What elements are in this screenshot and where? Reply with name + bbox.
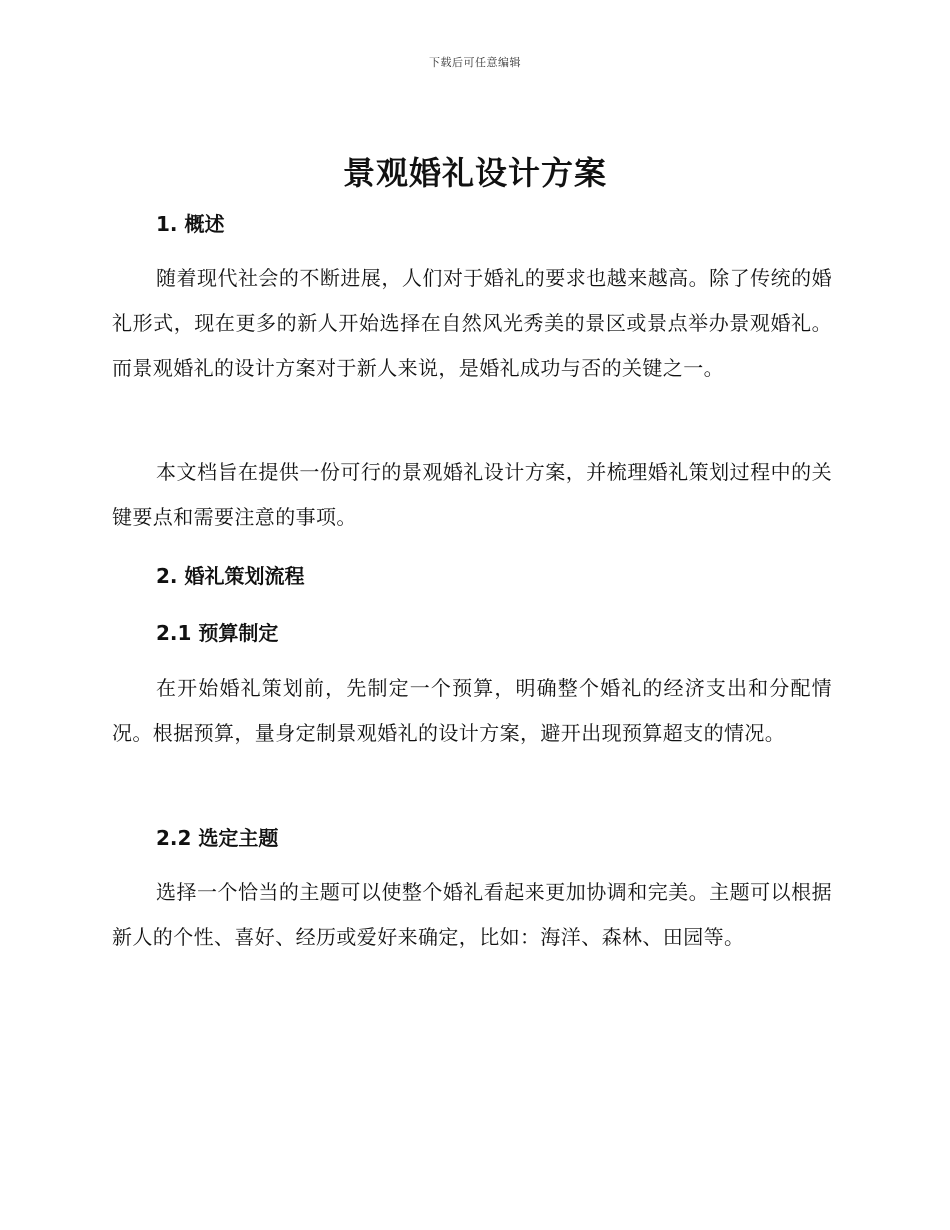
- paragraph-budget: 在开始婚礼策划前，先制定一个预算，明确整个婚礼的经济支出和分配情况。根据预算，量身定制景观婚礼的设计方案，避开出现预算超支的情况。: [112, 676, 832, 745]
- paragraph-overview-1: 随着现代社会的不断进展，人们对于婚礼的要求也越来越高。除了传统的婚礼形式，现在更多的新人开始选择在自然风光秀美的景区或景点举办景观婚礼。而景观婚礼的设计方案对于新人来说，是婚礼成功与否的关键之一。: [112, 266, 832, 380]
- section-heading-overview: 1. 概述: [156, 212, 225, 236]
- page-header-note: 下载后可任意编辑: [429, 56, 521, 69]
- paragraph-overview-2: 本文档旨在提供一份可行的景观婚礼设计方案，并梳理婚礼策划过程中的关键要点和需要注意的事项。: [112, 460, 832, 529]
- paragraph-theme: 选择一个恰当的主题可以使整个婚礼看起来更加协调和完美。主题可以根据新人的个性、喜好、经历或爱好来确定，比如：海洋、森林、田园等。: [112, 880, 832, 949]
- section-heading-budget: 2.1 预算制定: [156, 621, 279, 645]
- section-heading-planning-process: 2. 婚礼策划流程: [156, 564, 305, 588]
- section-heading-theme: 2.2 选定主题: [156, 826, 279, 850]
- document-title: 景观婚礼设计方案: [342, 154, 607, 192]
